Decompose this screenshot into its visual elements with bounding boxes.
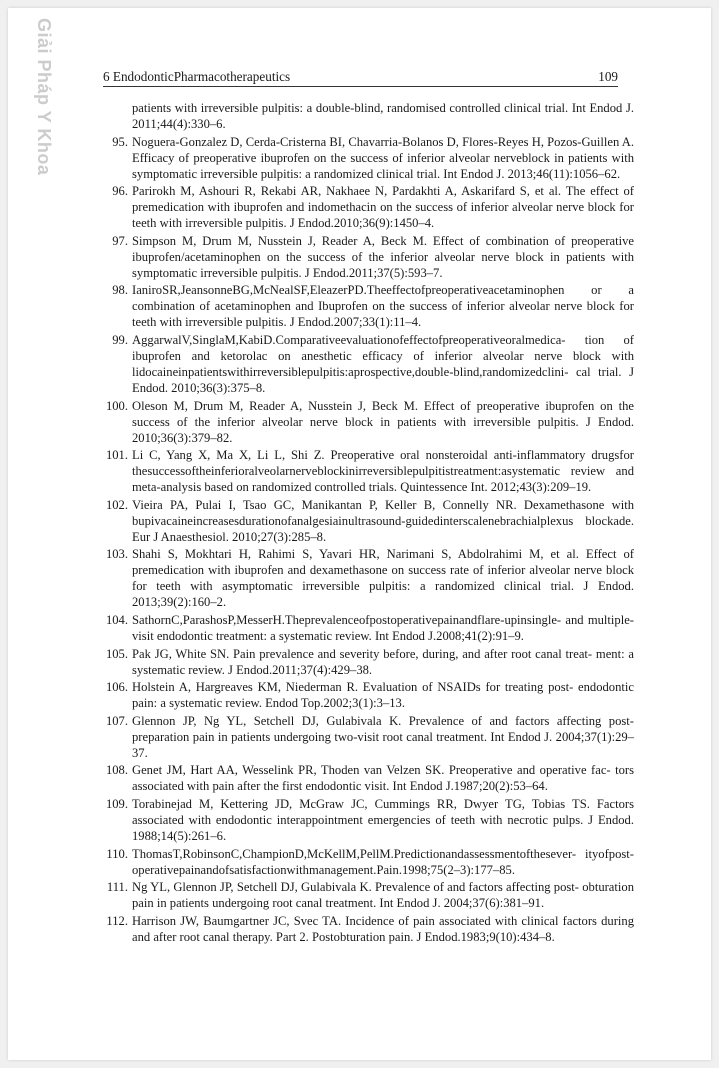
reference-item [103, 183, 634, 231]
reference-text: Li C, Yang X, Ma X, Li L, Shi Z. Preoperative oral nonsteroidal anti-inflammatory drugsfor thesuccessoftheinferioralveolarnerveblockinirreversiblepulpitistreatment:asystematic review and meta-analysis based on randomized controlled trials. Quintessence Int. 2012;43(3):209–19. [132, 448, 634, 495]
reference-text: Parirokh M, Ashouri R, Rekabi AR, Nakhaee N, Pardakhti A, Askarifard S, et al. The effect of premedication with ibuprofen and indomethacin on the success of inferior alveolar nerve block for teeth with irreversible pulpitis. J Endod.2010;36(9):1450–4. [132, 184, 634, 231]
reference-item [103, 913, 634, 945]
reference-number: 107. [105, 713, 128, 728]
reference-number: 96. [112, 184, 128, 199]
reference-number: 95. [112, 134, 128, 149]
page-number: 109 [598, 69, 618, 84]
reference-number: 97. [112, 233, 128, 248]
chapter-title: 6 EndodonticPharmacotherapeutics [103, 69, 291, 84]
reference-number: 111. [106, 880, 128, 895]
reference-item [103, 546, 634, 610]
reference-number: 101. [105, 448, 128, 463]
reference-item [103, 497, 634, 545]
reference-item [103, 879, 634, 911]
reference-text: Genet JM, Hart AA, Wesselink PR, Thoden van Velzen SK. Preoperative and operative fac- tors associated with pain after the first endodontic visit. Int Endod J.1987;20(2):53–64. [132, 763, 634, 794]
reference-number: 110. [106, 846, 128, 861]
reference-item [103, 332, 634, 396]
reference-text: SathornC,ParashosP,MesserH.Theprevalenceofpostoperativepainandflare-upinsingle- and multiple-visit endodontic treatment: a systematic review. Int Endod J.2008;41(2):91–9. [132, 612, 634, 643]
reference-item [103, 612, 634, 644]
reference-item [103, 846, 634, 878]
reference-number: 112. [106, 913, 128, 928]
reference-number: 105. [105, 646, 128, 661]
reference-text: ThomasT,RobinsonC,ChampionD,McKellM,PellM.Predictionandassessmentofthesever- ityofpost-operativepainandofsatisfactionwithmanagement.Pain.1998;75(2–3):177–85. [132, 846, 634, 877]
watermark: Giải Pháp Y Khoa [34, 18, 54, 176]
reference-text: Shahi S, Mokhtari H, Rahimi S, Yavari HR, Narimani S, Abdolrahimi M, et al. Effect of premedication with ibuprofen and dexamethasone on success rate of inferior alveolar nerve block for teeth with asymptomatic irreversible pulpitis: a randomized clinical trial. J Endod. 2013;39(2):160–2. [132, 547, 634, 610]
reference-item [103, 134, 634, 182]
reference-text: IaniroSR,JeansonneBG,McNealSF,EleazerPD.Theeffectofpreoperativeacetaminophen or a combination of acetaminophen and Ibuprofen on the success of inferior alveolar nerve block for teeth with irreversible pulpitis. J Endod.2007;33(1):11–4. [132, 283, 634, 330]
reference-text: Simpson M, Drum M, Nusstein J, Reader A, Beck M. Effect of combination of preoperative ibuprofen/acetaminophen on the success of the inferior alveolar nerve block in patients with symptomatic irreversible pulpitis. J Endod.2011;37(5):593–7. [132, 233, 634, 280]
reference-item [103, 233, 634, 281]
reference-item [103, 100, 634, 132]
reference-item [103, 762, 634, 794]
reference-number: 99. [112, 332, 128, 347]
reference-text: AggarwalV,SinglaM,KabiD.Comparativeevaluationofeffectofpreoperativeoralmedica- tion of ibuprofen and ketorolac on anesthetic efficacy of inferior alveolar nerve block with lidocaineinpatientswithirreversiblepulpitis:aprospective,double-blind,randomizedclini- cal trial. J Endod. 2010;36(3):375–8. [132, 332, 634, 395]
reference-number: 98. [112, 283, 128, 298]
reference-number: 106. [105, 680, 128, 695]
reference-number: 104. [105, 612, 128, 627]
reference-text: Ng YL, Glennon JP, Setchell DJ, Gulabivala K. Prevalence of and factors affecting post- obturation pain in patients undergoing root canal treatment. Int Endod J. 2004;37(6):381–91. [132, 880, 634, 911]
reference-item [103, 646, 634, 678]
document-page [8, 8, 711, 1060]
reference-item [103, 713, 634, 761]
reference-text: Noguera-Gonzalez D, Cerda-Cristerna BI, Chavarria-Bolanos D, Flores-Reyes H, Pozos-Guillen A. Efficacy of preoperative ibuprofen on the success of inferior alveolar nerveblock in patients with symptomatic irreversible pulpitis: a randomized clinical trial. Int Endod J. 2013;46(11):1056–62. [132, 134, 634, 181]
running-header [103, 63, 618, 85]
reference-number: 100. [105, 398, 128, 413]
reference-text: Holstein A, Hargreaves KM, Niederman R. Evaluation of NSAIDs for treating post- endodontic pain: a systematic review. Endod Top.2002;3(1):3–13. [132, 680, 634, 711]
reference-item [103, 398, 634, 446]
reference-number: 102. [105, 497, 128, 512]
reference-number: 103. [105, 547, 128, 562]
reference-item [103, 679, 634, 711]
header-rule [103, 86, 618, 87]
reference-item [103, 447, 634, 495]
reference-text: Pak JG, White SN. Pain prevalence and severity before, during, and after root canal treat- ment: a systematic review. J Endod.2011;37(4):429–38. [132, 646, 634, 677]
reference-item [103, 282, 634, 330]
reference-text: Glennon JP, Ng YL, Setchell DJ, Gulabivala K. Prevalence of and factors affecting post- preparation pain in patients undergoing two-visit root canal treatment. Int Endod J. 2004;37(1):29–37. [132, 713, 634, 760]
reference-text: Vieira PA, Pulai I, Tsao GC, Manikantan P, Keller B, Connelly NR. Dexamethasone with bupivacaineincreasesdurationofanalgesiainultrasound-guidedinterscalenebrachialplexus blockade. Eur J Anaesthesiol. 2010;27(3):285–8. [132, 497, 634, 544]
reference-list [103, 100, 634, 946]
reference-text: Torabinejad M, Kettering JD, McGraw JC, Cummings RR, Dwyer TG, Tobias TS. Factors associated with endodontic interappointment emergencies of teeth with necrotic pulps. J Endod. 1988;14(5):261–6. [132, 796, 634, 843]
reference-text: patients with irreversible pulpitis: a double-blind, randomised controlled clinical trial. Int Endod J. 2011;44(4):330–6. [132, 101, 634, 131]
reference-text: Harrison JW, Baumgartner JC, Svec TA. Incidence of pain associated with clinical factors during and after root canal therapy. Part 2. Postobturation pain. J Endod.1983;9(10):434–8. [132, 913, 634, 944]
reference-text: Oleson M, Drum M, Reader A, Nusstein J, Beck M. Effect of preoperative ibuprofen on the success of the inferior alveolar nerve block in patients with irreversible pulpitis. J Endod. 2010;36(3):379–82. [132, 398, 634, 445]
reference-item [103, 796, 634, 844]
reference-number: 108. [105, 763, 128, 778]
reference-number: 109. [105, 796, 128, 811]
